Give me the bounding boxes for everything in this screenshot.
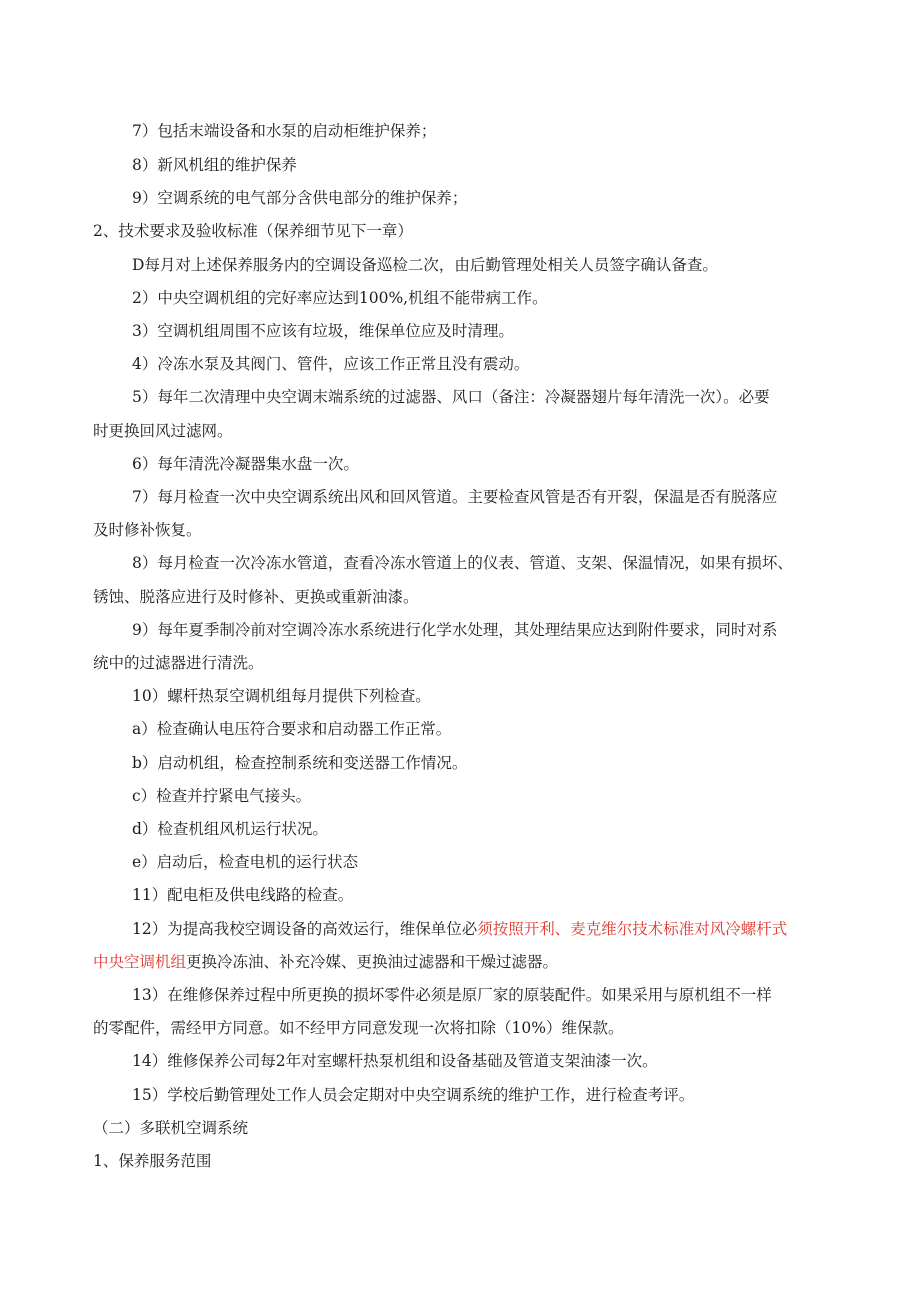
list-item-continuation: 锈蚀、脱落应进行及时修补、更换或重新油漆。 [93,588,419,606]
list-item: 15）学校后勤管理处工作人员会定期对中央空调系统的维护工作，进行检查考评。 [132,1086,695,1104]
list-item: 8）新风机组的维护保养 [132,156,297,174]
highlighted-text: 中央空调机组 [93,953,187,971]
list-item-continuation: 的零配件，需经甲方同意。如不经甲方同意发现一次将扣除（10%）维保款。 [93,1019,624,1037]
list-item-continuation: 时更换回风过滤网。 [93,422,233,440]
sub-list-item: c）检查并拧紧电气接头。 [132,787,312,805]
list-item: 2）中央空调机组的完好率应达到100%,机组不能带病工作。 [132,289,548,307]
section-heading: （二）多联机空调系统 [93,1119,249,1137]
list-item: 6）每年清洗冷凝器集水盘一次。 [132,455,359,473]
section-heading: 2、技术要求及验收标准（保养细节见下一章） [93,222,413,240]
section-heading: 1、保养服务范围 [93,1152,212,1170]
list-item: D每月对上述保养服务内的空调设备巡检二次，由后勤管理处相关人员签字确认备查。 [132,256,718,274]
sub-list-item: b）启动机组，检查控制系统和变送器工作情况。 [132,754,468,772]
list-item: 7）包括末端设备和水泵的启动柜维护保养； [132,122,437,140]
list-item-continuation [93,952,558,972]
list-item [132,919,787,939]
list-item-text: 更换冷冻油、补充冷媒、更换油过滤器和干燥过滤器。 [186,953,559,971]
list-item-continuation: 及时修补恢复。 [93,521,202,539]
sub-list-item: e）启动后，检查电机的运行状态 [132,853,359,871]
list-item-continuation: 统中的过滤器进行清洗。 [93,654,264,672]
list-item: 9）空调系统的电气部分含供电部分的维护保养； [132,189,468,207]
list-item: 13）在维修保养过程中所更换的损坏零件必须是原厂家的原装配件。如果采用与原机组不一样 [132,986,772,1004]
list-item-text: 12）为提高我校空调设备的高效运行，维保单位必 [132,920,478,938]
list-item: 11）配电柜及供电线路的检查。 [132,886,354,904]
sub-list-item: d）检查机组风机运行状况。 [132,820,328,838]
list-item: 3）空调机组周围不应该有垃圾，维保单位应及时清理。 [132,322,514,340]
sub-list-item: a）检查确认电压符合要求和启动器工作正常。 [132,720,452,738]
list-item: 7）每月检查一次中央空调系统出风和回风管道。主要检查风管是否有开裂，保温是否有脱落应 [132,488,778,506]
highlighted-text: 须按照开利、麦克维尔技术标准对风冷螺杆式 [477,920,788,938]
list-item: 9）每年夏季制冷前对空调冷冻水系统进行化学水处理，其处理结果应达到附件要求，同时对系 [132,621,778,639]
list-item: 8）每月检查一次冷冻水管道，查看冷冻水管道上的仪表、管道、支架、保温情况，如果有损坏、 [132,554,793,572]
list-item: 5）每年二次清理中央空调末端系统的过滤器、风口（备注：冷凝器翅片每年清洗一次）。必要 [132,388,770,406]
list-item: 10）螺杆热泵空调机组每月提供下列检查。 [132,687,431,705]
list-item: 14）维修保养公司每2年对室螺杆热泵机组和设备基础及管道支架油漆一次。 [132,1052,658,1070]
list-item: 4）冷冻水泵及其阀门、管件，应该工作正常且没有震动。 [132,355,530,373]
